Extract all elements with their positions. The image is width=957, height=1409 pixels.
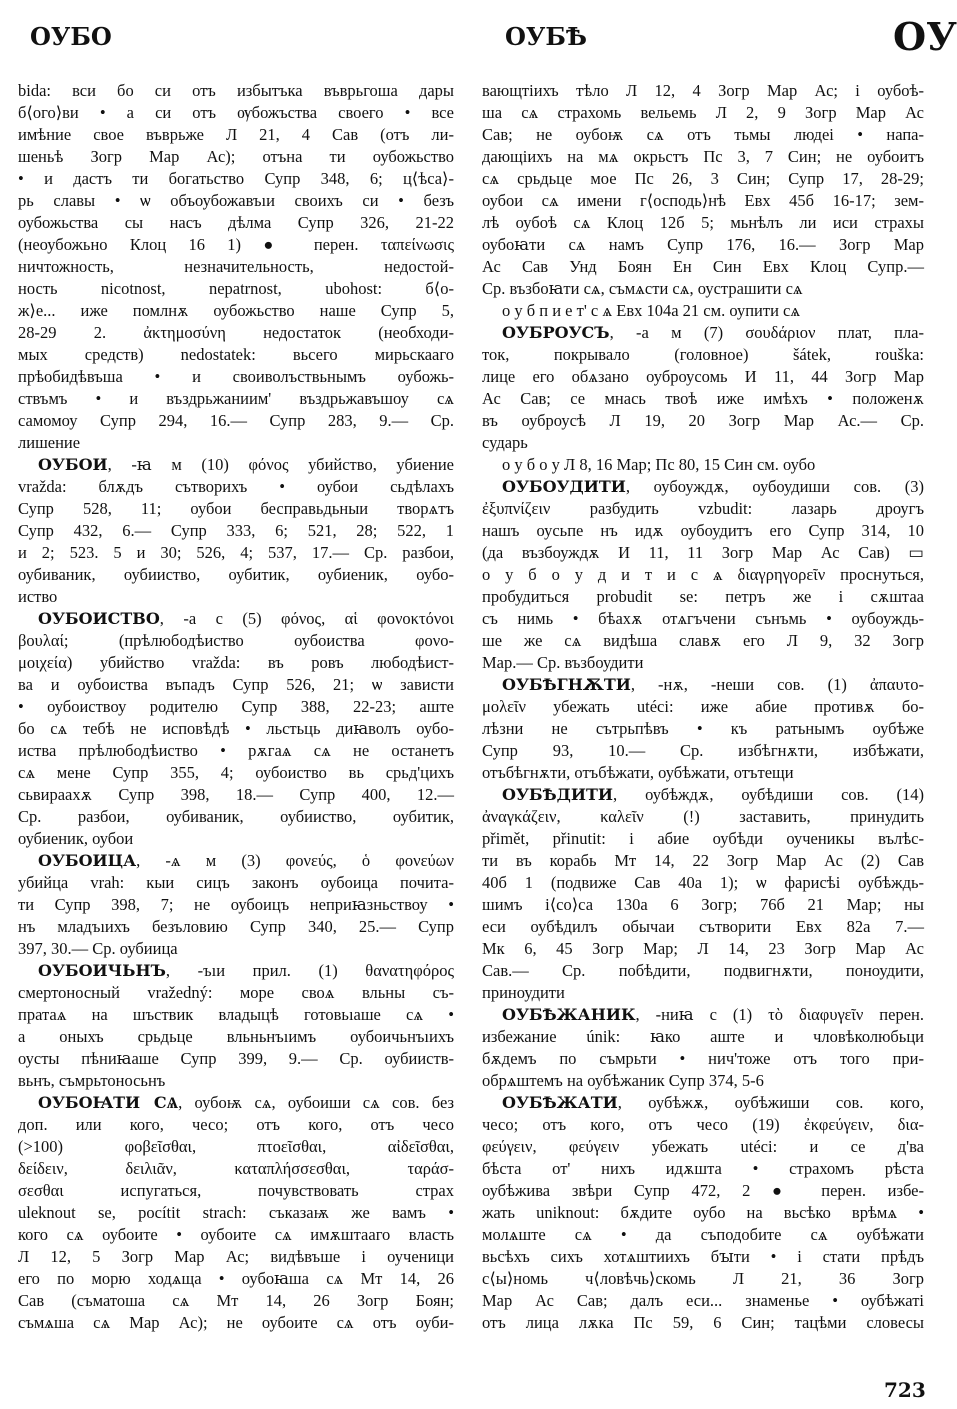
line-text: лишение: [18, 433, 81, 452]
line-text: Мар Ас Сав; далъ еси... знаменье • оубѣжаті: [482, 1291, 924, 1310]
line-text: съмѧша сѧ Мар Ас); не оубоите сѧ отъ оуби-: [18, 1313, 454, 1332]
line-text: Ср. разбои, оубиваник, оубииство, оубитик,: [18, 807, 454, 826]
line-text: шимъ і⟨со⟩са 130а 6 Зогр; 76б 21 Мар; ны: [482, 895, 924, 914]
line-text: 40б 1 (подвиже Сав 40а 1); ѡ фарисѣі оубѣждь-: [482, 873, 924, 892]
line-text: (>100) φοβεῖσθαι, πτοεῖσθαι, αἰδεῖσθαι,: [18, 1137, 454, 1156]
text-line: [482, 234, 924, 256]
text-line: [482, 916, 924, 938]
text-line: [18, 278, 454, 300]
text-line: [18, 234, 454, 256]
text-line: [482, 1136, 924, 1158]
text-line: [18, 718, 454, 740]
line-text: , -ꙗ м (10) φόνος убийство, убиение: [107, 455, 454, 474]
text-line: [18, 1136, 454, 1158]
page-number: 723: [884, 1378, 926, 1402]
line-text: о у б о у Л 8, 16 Мар; Пс 80, 15 Син см. оубо: [502, 455, 816, 474]
line-text: Сав; не оубоѭ сѧ отъ тьмы людеі • напа-: [482, 125, 924, 144]
text-line: [18, 1158, 454, 1180]
text-line: [482, 1048, 924, 1070]
line-text: φεύγειν, φεύγειν убежать utéci: и се д'ва: [482, 1137, 924, 1156]
text-line: [482, 498, 924, 520]
text-line: [482, 190, 924, 212]
text-line: [18, 1180, 454, 1202]
text-line: [482, 608, 924, 630]
text-line: [18, 1202, 454, 1224]
dictionary-entry: [18, 960, 454, 1092]
text-line: [18, 740, 454, 762]
line-text: ша сѧ страхомь вельемь Л 2, 9 Зогр Мар Ас: [482, 103, 924, 122]
text-line: [482, 938, 924, 960]
line-text: uleknout se, pocítit strach: съказаѭ же вамъ •: [18, 1203, 454, 1222]
line-text: μοιχεία) убийство vražda: въ ровъ любодѣист-: [18, 653, 454, 672]
dictionary-entry: [18, 1092, 454, 1334]
dictionary-entry: [482, 1004, 924, 1092]
entry-text: [482, 80, 924, 300]
text-line: [482, 1290, 924, 1312]
line-text: кого сѧ оубоите • оубоите сѧ имѫштааго власть: [18, 1225, 454, 1244]
line-text: bida: вси бо си отъ избытъка въврьгоша дары: [18, 81, 454, 100]
text-line: [482, 146, 924, 168]
line-text: шеньѣ Зогр Мар Ас); отъна ти оубожьство: [18, 147, 454, 166]
text-line: [482, 366, 924, 388]
text-line: [482, 762, 924, 784]
text-line: [18, 322, 454, 344]
text-line: [18, 146, 454, 168]
headword: ОУБѢЖАНИК: [502, 1005, 636, 1024]
line-text: пратаѧ на шъствик владыцѣ готовьıаше сѧ •: [18, 1005, 454, 1024]
line-text: прѣобидѣвъша • и своиволъствьнымъ оубожь-: [18, 367, 454, 386]
dictionary-entry: [482, 476, 924, 674]
line-text: ность nicotnost, nepatrnost, ubohost: б⟨о-: [18, 279, 454, 298]
line-text: Мар.— Ср. възбоудити: [482, 653, 644, 672]
text-line: [18, 388, 454, 410]
line-text: ἀναγκάζειν, καλεῖν (!) заставить, принудить: [482, 807, 924, 826]
line-text: 28-29 2. ἀκτημοσύνη недостаток (необходи-: [18, 323, 454, 342]
text-line: [482, 1092, 924, 1114]
text-line: [18, 608, 454, 630]
text-line: [18, 212, 454, 234]
line-text: отъ лица лѫка Пс 59, 6 Син; тацѣми словесы: [482, 1313, 924, 1332]
line-text: отъбѣгнѫти, отъбѣжати, оубѣжати, отътещи: [482, 763, 794, 782]
text-line: [18, 102, 454, 124]
line-text: обрѧштемъ на оубѣжаник Супр 374, 5-6: [482, 1071, 764, 1090]
text-line: [482, 168, 924, 190]
text-line: [482, 256, 924, 278]
text-line: [18, 762, 454, 784]
text-line: [482, 1158, 924, 1180]
text-line: [482, 1180, 924, 1202]
line-text: нъ младъıихъ безъловию Супр 340, 25.— Супр: [18, 917, 454, 936]
text-line: [482, 652, 924, 674]
line-text: молѧште сѧ • да съподобите сѧ оубѣжати: [482, 1225, 924, 1244]
text-line: [18, 1070, 454, 1092]
line-text: ничтожность, незначительность, недостой-: [18, 257, 454, 276]
text-line: [482, 718, 924, 740]
text-line: [18, 894, 454, 916]
line-text: ти Супр 398, 7; не оубоицъ неприꙗзньствоу •: [18, 895, 454, 914]
line-text: βουλαί; (прѣлюбодѣиство оубоиства φονο-: [18, 631, 454, 650]
text-line: [482, 630, 924, 652]
line-text: δείδειν, δειλιᾶν, καταπλήσσεσθαι, ταράσ-: [18, 1159, 454, 1178]
line-text: μολεῖν убежать utéci: иже абие противѫ бо-: [482, 697, 924, 716]
running-head-right: ОУБѢ: [505, 22, 588, 51]
text-line: [18, 916, 454, 938]
headword: ОУБОИСТВО: [38, 609, 160, 628]
headword: ОУБѢДИТИ: [502, 785, 614, 804]
line-text: оубиваник, оубииство, оубитик, оубиеник, оубо-: [18, 565, 454, 584]
text-line: [18, 256, 454, 278]
text-line: [482, 542, 924, 564]
text-line: [18, 410, 454, 432]
dictionary-entry: [482, 674, 924, 784]
line-text: лѣзни не сътрьпѣвъ • къ ратьнымъ оубѣже: [482, 719, 924, 738]
line-text: ж⟩е... иже помлнѫ оубожьство наше Супр 5,: [18, 301, 454, 320]
line-text: Мк 6, 45 Зогр Мар; Л 14, 23 Зогр Мар Ас: [482, 939, 924, 958]
text-line: [18, 1312, 454, 1334]
text-line: [18, 1290, 454, 1312]
text-line: [18, 1224, 454, 1246]
text-line: [18, 1246, 454, 1268]
line-text: сѧ срьдьце мое Пс 26, 3 Син; Супр 17, 28-29;: [482, 169, 924, 188]
text-line: [18, 938, 454, 960]
line-text: , -ниꙗ с (1) τὸ διαφυγεῖν перен.: [635, 1005, 924, 1024]
text-line: [18, 366, 454, 388]
text-line: [18, 564, 454, 586]
line-text: (неоубожьно Клоц 16 1) ● перен. ταπείνωσις: [18, 235, 454, 254]
text-line: [482, 1268, 924, 1290]
text-line: [482, 872, 924, 894]
text-line: [482, 894, 924, 916]
text-line: [482, 1004, 924, 1026]
text-line: [482, 1114, 924, 1136]
text-line: [18, 1114, 454, 1136]
text-line: [18, 586, 454, 608]
line-text: Сав.— Ср. побѣдити, подвигнѫти, поноудити,: [482, 961, 924, 980]
text-line: [482, 1224, 924, 1246]
line-text: с⟨ы⟩номь ч⟨ловѣчь⟩скомь Л 21, 36 Зогр: [482, 1269, 924, 1288]
text-line: [18, 542, 454, 564]
line-text: σεσθαι испугаться, почувствовать страх: [18, 1181, 454, 1200]
line-text: ти въ корабь Мт 14, 22 Зогр Мар Ас (2) Сав: [482, 851, 924, 870]
line-text: ствъмъ • и въздрьжаниим' въздрьжавъшоу сѧ: [18, 389, 454, 408]
line-text: 397, 30.— Ср. оубиица: [18, 939, 178, 958]
text-line: [18, 784, 454, 806]
text-line: [18, 124, 454, 146]
text-line: [482, 1202, 924, 1224]
text-line: [18, 498, 454, 520]
line-text: (да възбоуждѫ И 11, 11 Зогр Мар Ас Сав) ▭: [482, 543, 924, 562]
text-line: [18, 300, 454, 322]
line-text: оубѣжива звѣри Супр 472, 2 ● перен. избе-: [482, 1181, 924, 1200]
line-text: , оубоуждѫ, оубоудиши сов. (3): [625, 477, 924, 496]
headword: ОУБОУДИТИ: [502, 477, 626, 496]
text-line: [482, 432, 924, 454]
line-text: сударь: [482, 433, 528, 452]
line-text: Ср. възбоꙗти сѧ, съмѧсти сѧ, оустрашити сѧ: [482, 279, 803, 298]
dictionary-entry: [18, 608, 454, 850]
text-line: [482, 1070, 924, 1092]
text-line: [18, 520, 454, 542]
line-text: нашъ оусьпе нъ идѫ оубоудитъ его Супр 314, 10: [482, 521, 924, 540]
line-text: приноудити: [482, 983, 565, 1002]
line-text: оубои сѧ имени г⟨осподь⟩нѣ Евх 45б 16-17; зем-: [482, 191, 924, 210]
text-line: [18, 432, 454, 454]
text-line: [482, 696, 924, 718]
line-text: иство: [18, 587, 58, 606]
text-line: [482, 586, 924, 608]
text-line: [482, 212, 924, 234]
line-text: лѣ оубоѣ сѧ Клоц 12б 5; мьнѣлъ ли иси страхы: [482, 213, 924, 232]
text-line: [482, 1026, 924, 1048]
line-text: еси оубѣдилъ обычаи сътворити Евх 82а 7.—: [482, 917, 924, 936]
line-text: б⟨ого⟩ви • а си отъ ѹбожъства своего • все: [18, 103, 454, 122]
headword: ОУБОꙖТИ СѦ: [38, 1093, 179, 1112]
line-text: оусты пѣниꙗаше Супр 399, 9.— Ср. оубииств-: [18, 1049, 454, 1068]
line-text: смертоносный vražedný: море своѧ вльны съ-: [18, 983, 454, 1002]
headword: ОУБѢГНѪТИ: [502, 675, 631, 694]
line-text: оубожьства сы насъ дѣлма Супр 326, 21-22: [18, 213, 454, 232]
dictionary-entry: [482, 322, 924, 454]
text-line: [482, 1312, 924, 1334]
line-text: вьсѣхъ сихъ хотѧштиихъ бꙑти • і стати прѣдъ: [482, 1247, 924, 1266]
line-text: • оубоиствоу родителю Супр 388, 22-23; аште: [18, 697, 454, 716]
line-text: съ нимь • бѣахѫ отѧгъчени сънъмь • оубоуждь-: [482, 609, 924, 628]
text-line: [18, 1048, 454, 1070]
text-line: [482, 344, 924, 366]
line-text: его по морю ходѧща • оубоꙗша сѧ Мт 14, 26: [18, 1269, 454, 1288]
text-line: [482, 322, 924, 344]
line-text: , -а с (5) φόνος, αἱ φονοκτόνοι: [159, 609, 454, 628]
line-text: оубиеник, оубои: [18, 829, 134, 848]
line-text: přimět, přinutit: і абие оубѣди оученикы вълѣс-: [482, 829, 924, 848]
line-text: о у б п и е т' с ѧ Евх 104а 21 см. оупити сѧ: [502, 301, 801, 320]
line-text: Ас Сав; се мнась твоѣ иже имѣхъ • положенѫ: [482, 389, 924, 408]
line-text: , оубоѭ сѧ, оубоиши сѧ сов. без: [178, 1093, 454, 1112]
line-text: Супр 528, 11; оубои беспрaвьдьныи творѧтъ: [18, 499, 454, 518]
entry-text: [18, 80, 454, 454]
line-text: , оубѣждѫ, оубѣдиши сов. (14): [613, 785, 924, 804]
running-head-left: ОУБО: [30, 22, 112, 51]
dictionary-entry: [482, 784, 924, 1004]
text-line: [18, 696, 454, 718]
entry-text: [482, 454, 924, 476]
text-line: [482, 476, 924, 498]
headword: ОУБОИ: [38, 455, 108, 474]
text-line: [18, 476, 454, 498]
line-text: ток, покрывало (головное) šátek, rouška:: [482, 345, 924, 364]
text-line: [482, 960, 924, 982]
line-text: оубоꙗти сѧ намъ Супр 176, 16.— Зогр Мар: [482, 235, 924, 254]
line-text: сьвираахѫ Супр 398, 18.— Супр 400, 12.—: [18, 785, 454, 804]
line-text: чесо; отъ кого, отъ чесо (19) ἐκφεύγειν, δια-: [482, 1115, 924, 1134]
text-line: [482, 300, 924, 322]
text-line: [482, 982, 924, 1004]
line-text: лице его обѧзано оуброусомь И 11, 44 Зогр Мар: [482, 367, 924, 386]
column-left: [18, 80, 454, 1334]
text-line: [18, 1004, 454, 1026]
line-text: избежание únik: ꙗко аште и чловѣколюбьци: [482, 1027, 924, 1046]
entry-text: [482, 300, 924, 322]
line-text: имѣние свое въврьже Л 21, 4 Сав (отъ ли-: [18, 125, 454, 144]
line-text: и 2; 523. 5 и 30; 526, 4; 537, 17.— Ср. разбои,: [18, 543, 454, 562]
text-line: [482, 784, 924, 806]
line-text: вьнъ, съмрьтоносьнъ: [18, 1071, 166, 1090]
line-text: Л 12, 5 Зогр Мар Ас; видѣвъше і оученици: [18, 1247, 454, 1266]
text-line: [18, 168, 454, 190]
line-text: о у б о у д и т и с ѧ διαγρηγορεῖν проснуться,: [482, 565, 924, 584]
text-line: [482, 454, 924, 476]
text-line: [482, 520, 924, 542]
text-line: [482, 80, 924, 102]
text-line: [18, 630, 454, 652]
section-letter: ОУ: [893, 14, 957, 59]
line-text: вающтіихъ тѣло Л 12, 4 Зогр Мар Ас; і оубоѣ-: [482, 81, 924, 100]
headword: ОУБѢЖАТИ: [502, 1093, 618, 1112]
line-text: Сав (съматоша сѧ Мт 14, 26 Зогр Боян;: [18, 1291, 454, 1310]
line-text: пробудиться probudit se: петръ же і сѫштаа: [482, 587, 924, 606]
line-text: Супр 432, 6.— Супр 333, 6; 521, 28; 522, 1: [18, 521, 454, 540]
line-text: бѣста от' нихъ идѫшта • страхомъ рѣста: [482, 1159, 924, 1178]
line-text: иства прѣлюбодѣиство • рѫгаѧ сѧ не останетъ: [18, 741, 454, 760]
text-line: [18, 828, 454, 850]
text-line: [18, 982, 454, 1004]
text-line: [18, 1026, 454, 1048]
text-line: [482, 388, 924, 410]
line-text: бо сѧ тебѣ не исповѣдѣ • льстьць диꙗволъ оубо-: [18, 719, 454, 738]
line-text: Супр 93, 10.— Ср. избѣгнѫти, избѣжати,: [482, 741, 924, 760]
text-line: [18, 454, 454, 476]
line-text: • и дастъ ти богатьство Супр 348, 6; ц⟨ѣса⟩-: [18, 169, 454, 188]
text-line: [18, 190, 454, 212]
text-line: [482, 828, 924, 850]
line-text: жать uniknout: бѫдите оубо на вьсѣко врѣмѧ •: [482, 1203, 924, 1222]
text-line: [18, 80, 454, 102]
line-text: , -а м (7) σουδάριον плат, пла-: [609, 323, 924, 342]
text-line: [18, 960, 454, 982]
text-line: [18, 872, 454, 894]
line-text: , -ъıи прил. (1) θανατηφόρος: [165, 961, 454, 980]
text-line: [482, 740, 924, 762]
text-line: [18, 850, 454, 872]
text-line: [18, 674, 454, 696]
text-line: [482, 410, 924, 432]
line-text: дающіихъ на мѧ окрьстъ Пс 3, 7 Син; не оубоитъ: [482, 147, 924, 166]
line-text: самомоу Супр 294, 16.— Супр 283, 9.— Ср.: [18, 411, 454, 430]
line-text: въ оуброусѣ Л 19, 20 Зогр Мар Ас.— Ср.: [482, 411, 924, 430]
line-text: ше же сѧ видѣша славѫ его Л 9, 32 Зогр: [482, 631, 924, 650]
line-text: , -ѧ м (3) φονεύς, ὁ φονεύων: [136, 851, 454, 870]
line-text: Ас Сав Унд Боян Ен Син Евх Клоц Супр.—: [482, 257, 924, 276]
text-line: [18, 1092, 454, 1114]
line-text: ἐξυπνίζειν разбудить vzbudit: лазарь дроугъ: [482, 499, 924, 518]
text-line: [18, 1268, 454, 1290]
line-text: а оныхъ срьдьце вльньнъıимъ оубоичьнъıихъ: [18, 1027, 454, 1046]
headword: ОУБОИЦА: [38, 851, 137, 870]
line-text: мых средств) nedostatek: вьсего мирьскааго: [18, 345, 454, 364]
text-line: [482, 124, 924, 146]
line-text: vražda: блѫдъ сътворихъ • оубои сьдѣлахъ: [18, 477, 454, 496]
line-text: , оубѣжѫ, оубѣжиши сов. кого,: [617, 1093, 924, 1112]
text-line: [482, 1246, 924, 1268]
text-line: [482, 278, 924, 300]
text-line: [482, 674, 924, 696]
text-line: [18, 652, 454, 674]
text-line: [482, 850, 924, 872]
line-text: бѫдемъ по съмрьти • нич'тоже отъ того при-: [482, 1049, 924, 1068]
line-text: сѧ мене Супр 355, 4; оубоиство вь срьд'цихъ: [18, 763, 454, 782]
headword: ОУБОИЧЬНЪ: [38, 961, 166, 980]
text-line: [18, 344, 454, 366]
line-text: , -нѫ, -неши сов. (1) ἀπαυτο-: [630, 675, 924, 694]
text-line: [18, 806, 454, 828]
line-text: рь славы • ѡ объоубожавъıи своихъ си • безъ: [18, 191, 454, 210]
line-text: убийца vrah: кыи сицъ законъ оубоица почита-: [18, 873, 454, 892]
line-text: доп. или кого, чесо; отъ кого, отъ чесо: [18, 1115, 454, 1134]
column-right: [482, 80, 924, 1334]
headword: ОУБРОУСЪ: [502, 323, 610, 342]
text-line: [482, 564, 924, 586]
line-text: ва и оубоиства въпадъ Супр 526, 21; ѡ зависти: [18, 675, 454, 694]
text-line: [482, 102, 924, 124]
dictionary-entry: [18, 454, 454, 608]
text-line: [482, 806, 924, 828]
dictionary-entry: [18, 850, 454, 960]
dictionary-entry: [482, 1092, 924, 1334]
